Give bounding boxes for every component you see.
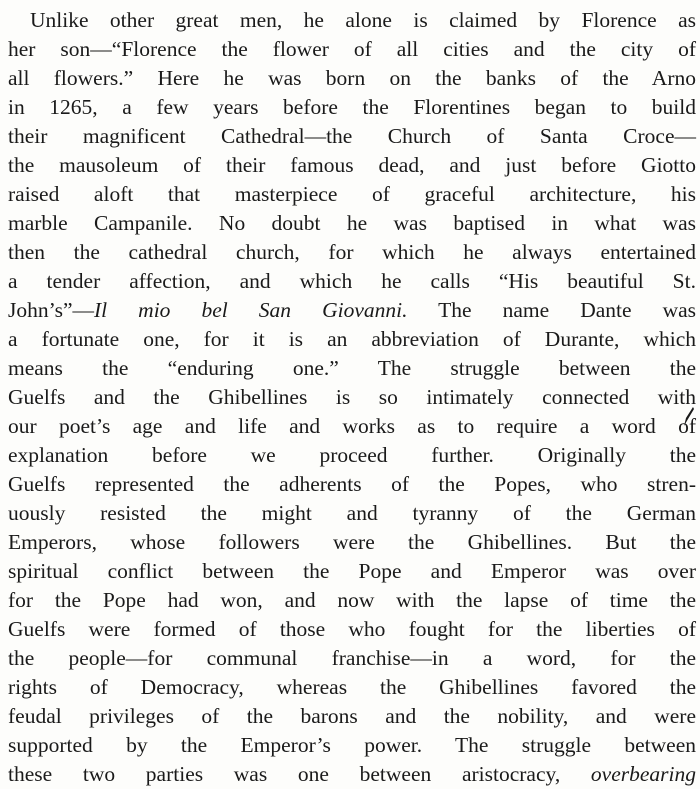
line-segment: The name Dante was <box>407 298 697 322</box>
text-line: in 1265, a few years before the Florentines began to build <box>8 95 696 119</box>
text-line: Guelfs represented the adherents of the Popes, who stren- <box>8 472 696 496</box>
italic-phrase: overbearing <box>590 762 696 786</box>
text-line: Guelfs were formed of those who fought for the liberties of <box>8 617 696 641</box>
text-line: the people—for communal franchise—in a word, for the <box>8 646 696 670</box>
text-line: feudal privileges of the barons and the nobility, and were <box>8 704 696 728</box>
text-line: supported by the Emperor’s power. The struggle between <box>8 733 696 757</box>
text-line: raised aloft that masterpiece of graceful architecture, his <box>8 182 696 206</box>
text-line: uously resisted the might and tyranny of the German <box>8 501 696 525</box>
text-line: means the “enduring one.” The struggle between the <box>8 356 696 380</box>
text-line-with-italic <box>8 760 696 789</box>
text-line-with-italic <box>8 296 696 325</box>
text-line: Emperors, whose followers were the Ghibellines. But the <box>8 530 696 554</box>
text-line: for the Pope had won, and now with the lapse of time the <box>8 588 696 612</box>
text-line: a tender affection, and which he calls “His beautiful St. <box>8 269 696 293</box>
text-line: then the cathedral church, for which he always entertained <box>8 240 696 264</box>
text-line: her son—“Florence the flower of all cities and the city of <box>8 37 696 61</box>
line-segment: John’s”— <box>8 298 94 322</box>
text-line: their magnificent Cathedral—the Church of Santa Croce— <box>8 124 696 148</box>
italic-phrase: Il mio bel San Giovanni. <box>94 298 408 322</box>
text-line: a fortunate one, for it is an abbreviation of Durante, which <box>8 327 696 351</box>
line-segment: these two parties was one between aristocracy, <box>8 762 591 786</box>
text-line: marble Campanile. No doubt he was baptised in what was <box>8 211 696 235</box>
text-line: the mausoleum of their famous dead, and just before Giotto <box>8 153 696 177</box>
text-line: all flowers.” Here he was born on the banks of the Arno <box>8 66 696 90</box>
text-line: our poet’s age and life and works as to require a word of <box>8 414 696 438</box>
body-paragraph <box>8 6 698 789</box>
text-line: spiritual conflict between the Pope and Emperor was over <box>8 559 696 583</box>
text-line: Guelfs and the Ghibellines is so intimately connected with <box>8 385 696 409</box>
margin-pen-mark-icon <box>682 406 696 428</box>
text-line: rights of Democracy, whereas the Ghibellines favored the <box>8 675 696 699</box>
text-line: Unlike other great men, he alone is claimed by Florence as <box>30 8 696 32</box>
text-line: explanation before we proceed further. Originally the <box>8 443 696 467</box>
